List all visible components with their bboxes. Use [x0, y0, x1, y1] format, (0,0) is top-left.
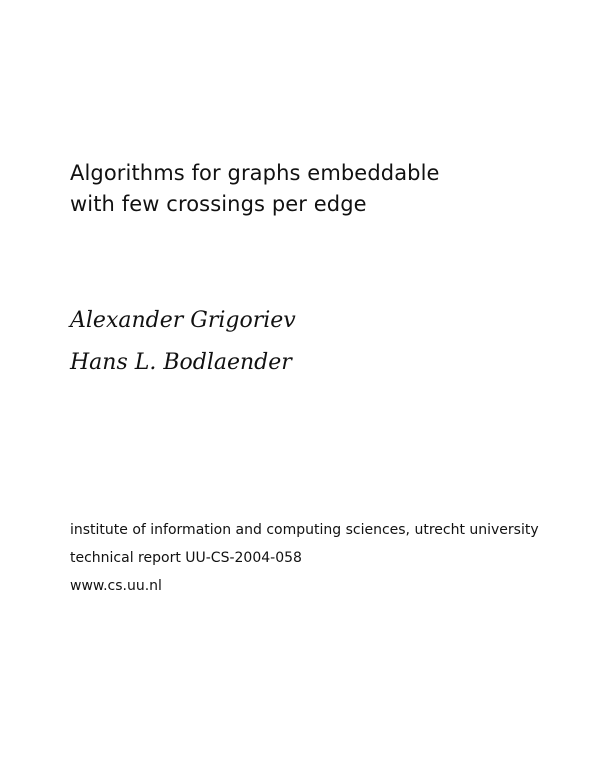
institution-text: institute of information and computing sciences, utrecht university [70, 522, 539, 538]
author-name: Alexander Grigoriev [70, 308, 296, 333]
title-line-1: Algorithms for graphs embeddable [70, 161, 440, 185]
author-name: Hans L. Bodlaender [70, 350, 292, 375]
report-title [70, 158, 550, 220]
website-text: www.cs.uu.nl [70, 578, 162, 594]
author-list [70, 300, 296, 384]
report-number: technical report UU-CS-2004-058 [70, 550, 302, 566]
title-line-2: with few crossings per edge [70, 192, 367, 216]
report-info [70, 516, 539, 600]
